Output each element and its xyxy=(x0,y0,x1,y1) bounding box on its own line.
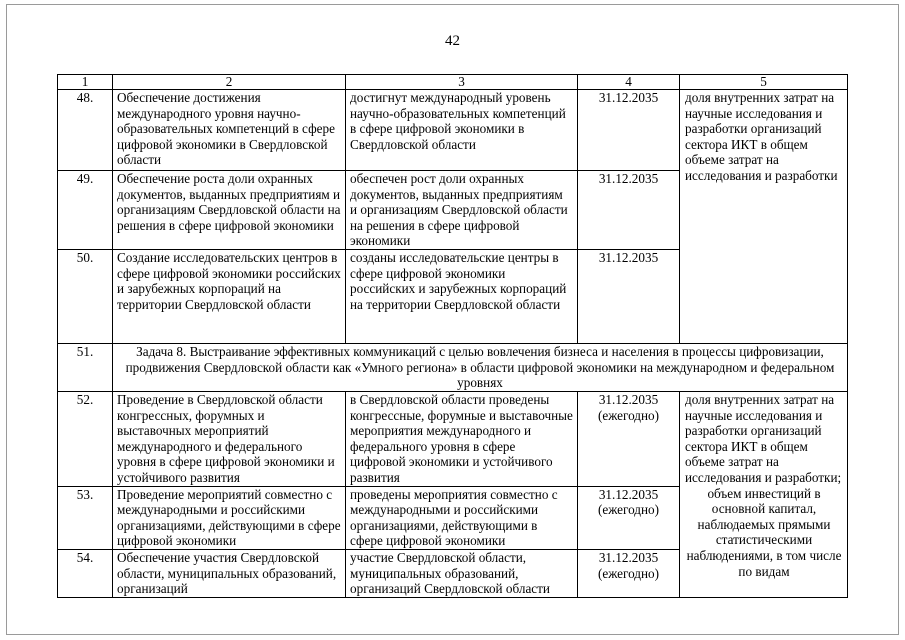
row-number: 51. xyxy=(58,343,113,391)
table-header-row xyxy=(58,75,848,90)
deadline-date: 31.12.2035 xyxy=(598,549,659,565)
deadline-cell: 31.12.2035 xyxy=(578,249,680,343)
task-heading: Задача 8. Выстраивание эффективных коммуникаций с целью вовлечения бизнеса и населения в процессы цифровизации, продвижения Свердловской области как «Умного региона» в области цифровой экономики на международном и федеральном уровнях xyxy=(113,343,848,391)
event-cell: Обеспечение роста доли охранных документов, выданных предприятиям и организациям Свердловской области на решения в сфере цифровой экономики xyxy=(113,171,346,250)
deadline-date: 31.12.2035 xyxy=(598,486,659,502)
result-cell: участие Свердловской области, муниципальных образований, организаций Свердловской области xyxy=(346,549,578,597)
result-cell: в Свердловской области проведены конгрессные, форумные и выставочные мероприятия международного и федерального уровня в сфере цифровой экономики и устойчивого развития xyxy=(346,391,578,486)
table-row xyxy=(58,391,848,486)
header-cell: 3 xyxy=(346,75,578,90)
indicator-cell xyxy=(680,391,848,597)
deadline-cell xyxy=(578,549,680,597)
task-row xyxy=(58,343,848,391)
result-cell: проведены мероприятия совместно с международными и российскими организациями, действующими в сфере цифровой экономики xyxy=(346,486,578,549)
row-number: 50. xyxy=(58,249,113,343)
event-cell: Проведение мероприятий совместно с международными и российскими организациями, действующими в сфере цифровой экономики xyxy=(113,486,346,549)
event-cell: Проведение в Свердловской области конгрессных, форумных и выставочных мероприятий международного и федерального уровня в сфере цифровой экономики и устойчивого развития xyxy=(113,391,346,486)
result-cell: обеспечен рост доли охранных документов, выданных предприятиям и организациям Свердловской области на решения в сфере цифровой экономики xyxy=(346,171,578,250)
deadline-cell xyxy=(578,486,680,549)
event-cell: Обеспечение достижения международного уровня научно-образовательных компетенций в сфере цифровой экономики в Свердловской области xyxy=(113,90,346,171)
header-cell: 4 xyxy=(578,75,680,90)
result-cell: достигнут международный уровень научно-образовательных компетенций в сфере цифровой экономики в Свердловской области xyxy=(346,90,578,171)
indicator-cell: доля внутренних затрат на научные исследования и разработки организаций сектора ИКТ в общем объеме затрат на исследования и разработки xyxy=(680,90,848,344)
indicator-line: объем инвестиций в основной капитал, наблюдаемых прямыми статистическими наблюдениями, в том числе по видам xyxy=(686,485,842,579)
deadline-cell xyxy=(578,391,680,486)
deadline-note: (ежегодно) xyxy=(597,407,660,423)
result-cell: созданы исследовательские центры в сфере цифровой экономики российских и зарубежных корпораций на территории Свердловской области xyxy=(346,249,578,343)
event-cell: Создание исследовательских центров в сфере цифровой экономики российских и зарубежных корпораций на территории Свердловской области xyxy=(113,249,346,343)
table-row xyxy=(58,90,848,171)
deadline-cell: 31.12.2035 xyxy=(578,171,680,250)
header-cell: 2 xyxy=(113,75,346,90)
header-cell: 5 xyxy=(680,75,848,90)
row-number: 54. xyxy=(58,549,113,597)
deadline-note: (ежегодно) xyxy=(597,565,660,581)
indicator-line: доля внутренних затрат на научные исследования и разработки организаций сектора ИКТ в общем объеме затрат на исследования и разработки; xyxy=(685,391,842,485)
event-cell: Обеспечение участия Свердловской области, муниципальных образований, организаций xyxy=(113,549,346,597)
header-cell: 1 xyxy=(58,75,113,90)
row-number: 49. xyxy=(58,171,113,250)
deadline-note: (ежегодно) xyxy=(597,502,660,518)
deadline-date: 31.12.2035 xyxy=(598,391,659,407)
deadline-cell: 31.12.2035 xyxy=(578,90,680,171)
row-number: 52. xyxy=(58,391,113,486)
page-number: 42 xyxy=(445,33,460,49)
activities-table xyxy=(57,74,848,598)
row-number: 53. xyxy=(58,486,113,549)
row-number: 48. xyxy=(58,90,113,171)
